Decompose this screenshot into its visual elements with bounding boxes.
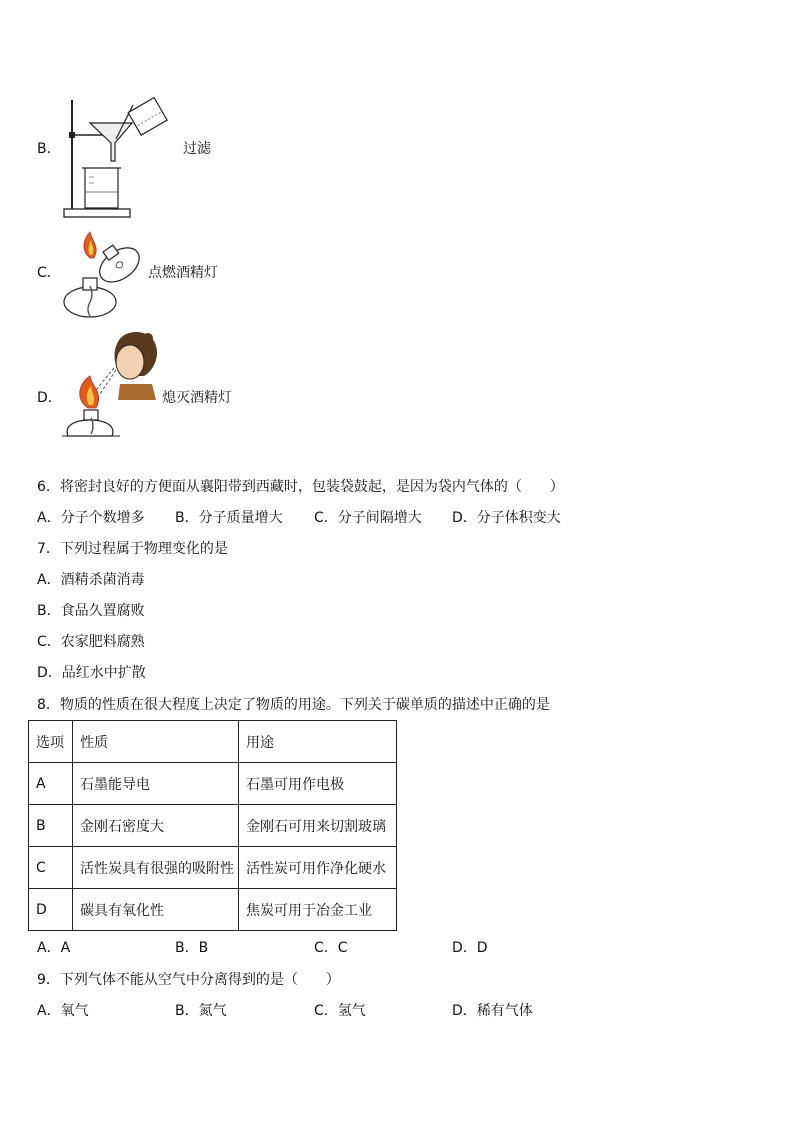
option-b-letter: B．: [37, 141, 61, 157]
filtration-apparatus-image: [60, 95, 170, 220]
table-header-cell: 性质: [73, 721, 239, 763]
q6-option-b[interactable]: B．分子质量增大: [175, 510, 283, 526]
table-cell: C: [29, 847, 73, 889]
q8-option-c[interactable]: C．C: [314, 940, 348, 956]
table-cell: B: [29, 805, 73, 847]
table-cell: 石墨能导电: [73, 763, 239, 805]
q8-option-d[interactable]: D．D: [452, 940, 488, 956]
q6-option-c[interactable]: C．分子间隔增大: [314, 510, 422, 526]
table-row: [29, 847, 397, 889]
table-cell: 焦炭可用于冶金工业: [239, 889, 397, 931]
q7-option-a[interactable]: A．酒精杀菌消毒: [37, 572, 145, 588]
q6-option-d[interactable]: D．分子体积变大: [452, 510, 561, 526]
q9-option-d[interactable]: D．稀有气体: [452, 1003, 533, 1019]
table-cell: 碳具有氧化性: [73, 889, 239, 931]
q7-option-b[interactable]: B．食品久置腐败: [37, 603, 145, 619]
table-cell: 金刚石密度大: [73, 805, 239, 847]
q8-option-a[interactable]: A．A: [37, 940, 71, 956]
extinguishing-alcohol-lamp-image: [60, 328, 160, 440]
lighting-alcohol-lamp-image: [60, 230, 150, 325]
q8-option-b[interactable]: B．B: [175, 940, 209, 956]
table-cell: 石墨可用作电极: [239, 763, 397, 805]
q7-option-c[interactable]: C．农家肥料腐熟: [37, 634, 145, 650]
table-cell: 活性炭可用作净化硬水: [239, 847, 397, 889]
table-header-cell: 选项: [29, 721, 73, 763]
q9-option-b[interactable]: B．氮气: [175, 1003, 227, 1019]
q6-option-a[interactable]: A．分子个数增多: [37, 510, 145, 526]
option-c-letter: C．: [37, 265, 61, 281]
q9-option-c[interactable]: C．氢气: [314, 1003, 366, 1019]
option-d-caption: 熄灭酒精灯: [162, 390, 232, 406]
option-c-caption: 点燃酒精灯: [148, 265, 218, 281]
q9-stem: 9．下列气体不能从空气中分离得到的是（ ）: [37, 972, 340, 988]
table-header-cell: 用途: [239, 721, 397, 763]
table-cell: A: [29, 763, 73, 805]
table-cell: D: [29, 889, 73, 931]
option-d-letter: D．: [37, 390, 62, 406]
q8-property-table: [28, 720, 397, 931]
option-b-caption: 过滤: [183, 141, 211, 157]
table-row: [29, 889, 397, 931]
q6-stem: 6．将密封良好的方便面从襄阳带到西藏时，包装袋鼓起，是因为袋内气体的（ ）: [37, 479, 564, 495]
q9-option-a[interactable]: A．氧气: [37, 1003, 89, 1019]
table-header-row: [29, 721, 397, 763]
table-row: [29, 805, 397, 847]
table-row: [29, 763, 397, 805]
q7-stem: 7．下列过程属于物理变化的是: [37, 541, 228, 557]
table-cell: 活性炭具有很强的吸附性: [73, 847, 239, 889]
q7-option-d[interactable]: D．品红水中扩散: [37, 665, 146, 681]
q8-stem: 8．物质的性质在很大程度上决定了物质的用途。下列关于碳单质的描述中正确的是: [37, 697, 550, 713]
table-cell: 金刚石可用来切割玻璃: [239, 805, 397, 847]
